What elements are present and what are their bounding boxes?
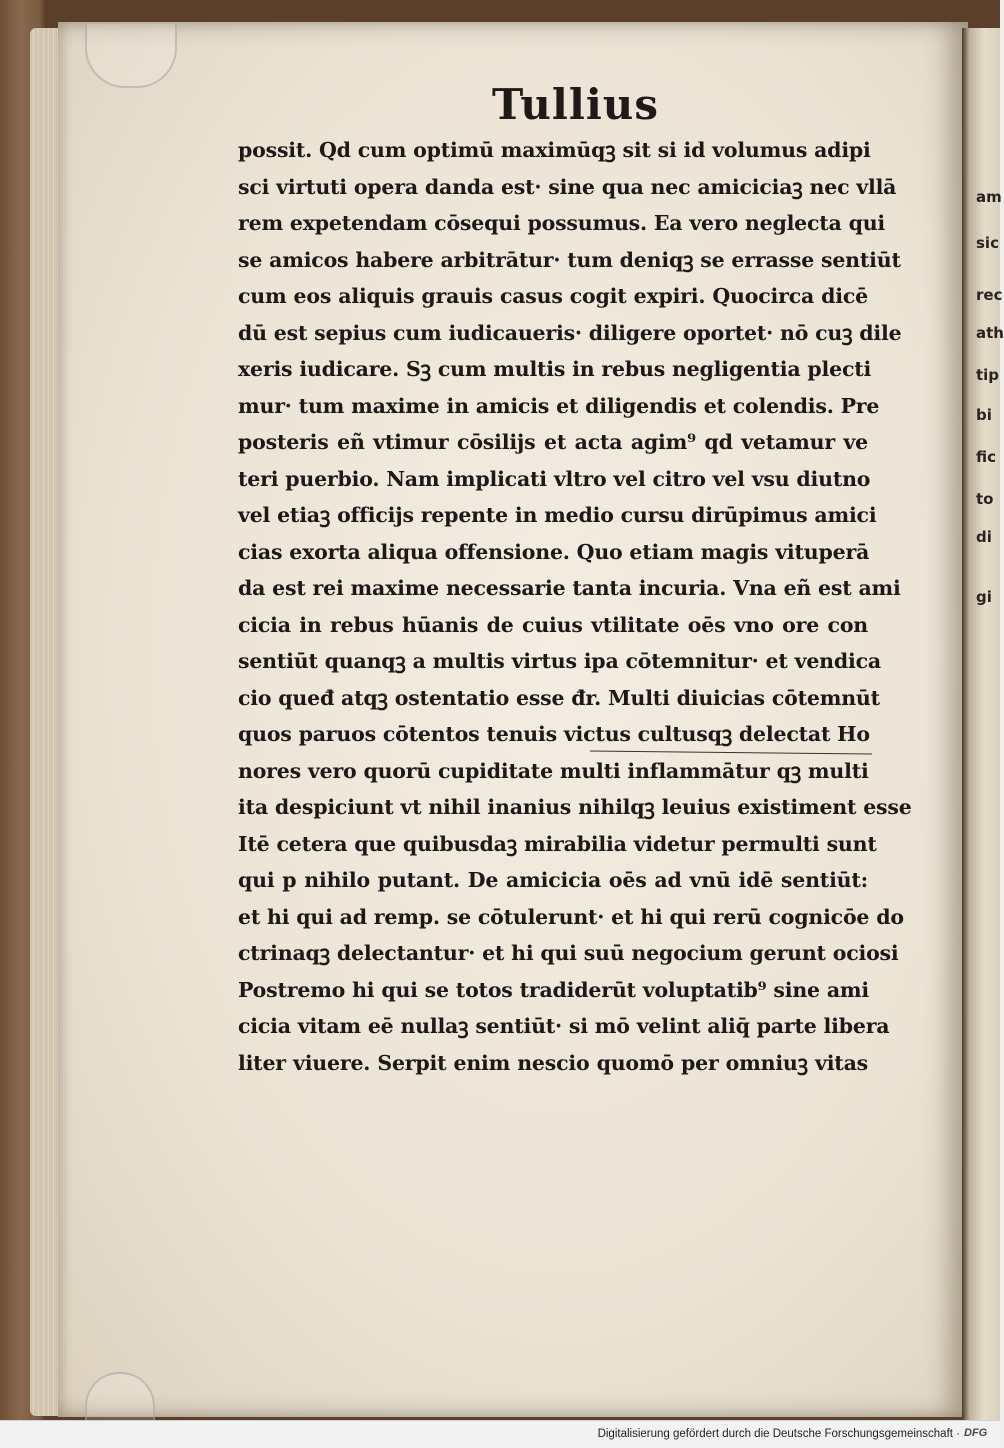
facing-page-fragment: ath xyxy=(976,324,1004,342)
facing-page-fragment: to xyxy=(976,490,994,508)
text-line: cias exorta aliqua offensione. Quo etiam magis vituperā xyxy=(238,539,870,564)
facing-page-fragment: am xyxy=(976,188,1002,206)
facing-page-fragment: di xyxy=(976,528,992,546)
facing-page-fragment: bi xyxy=(976,406,992,424)
facing-page-fragment: rec xyxy=(976,286,1003,304)
text-line: cum eos aliquis grauis casus cogit expiri. Quocirca dicē xyxy=(238,284,868,308)
text-line: Itē cetera que quibusdaꝫ mirabilia videtur permulti sunt xyxy=(238,831,877,856)
text-line: et hi qui ad remp. se cōtulerunt· et hi qui rerū cognicōe do xyxy=(238,904,904,929)
text-line: possit. Qd cum optimū maximūqꝫ sit si id volumus adipi xyxy=(238,138,871,162)
facing-page-fragment: gi xyxy=(976,588,992,606)
text-line: cicia vitam eē nullaꝫ sentiūt· si mō velint aliq̄ parte libera xyxy=(238,1014,890,1038)
funding-credit: Digitalisierung gefördert durch die Deutsche Forschungsgemeinschaft · xyxy=(597,1428,960,1440)
text-line: qui p nihilo putant. De amicicia oēs ad vnū idē sentiūt: xyxy=(238,868,868,892)
text-line: sentiūt quanqꝫ a multis virtus ipa cōtemnitur· et vendica xyxy=(238,649,881,673)
text-line: quos paruos cōtentos tenuis victus cultusqꝫ delectat Ho xyxy=(238,722,870,746)
running-header: Tullius xyxy=(492,80,659,129)
text-line: ita despiciunt vt nihil inanius nihilqꝫ leuius existiment esse xyxy=(238,795,912,819)
text-line: teri puerbio. Nam implicati vltro vel citro vel vsu diutno xyxy=(238,466,871,491)
text-line: mur· tum maxime in amicis et diligendis et colendis. Pre xyxy=(238,393,880,418)
text-line: cicia in rebus hūanis de cuius vtilitate oēs vno ore con xyxy=(238,612,868,637)
text-line: vel etiaꝫ officijs repente in medio cursu dirūpimus amici xyxy=(238,503,877,527)
text-line: da est rei maxime necessarie tanta incuria. Vna eñ est ami xyxy=(238,576,901,600)
text-line: sci virtuti opera danda est· sine qua nec amiciciaꝫ nec vllā xyxy=(238,174,897,199)
dfg-logo: DFG xyxy=(964,1427,988,1439)
facing-page-fragment: fic xyxy=(976,448,997,466)
text-line: nores vero quorū cupiditate multi inflammātur qꝫ multi xyxy=(238,758,869,783)
text-line: Postremo hi qui se totos tradiderūt voluptatib⁹ sine ami xyxy=(238,977,869,1002)
facing-page-fragment: tip xyxy=(976,366,1000,384)
text-line: se amicos habere arbitrātur· tum deniqꝫ se errasse sentiūt xyxy=(238,247,901,272)
body-text xyxy=(238,132,912,1081)
facing-page-fragment: sic xyxy=(976,234,999,252)
facing-page-edge xyxy=(962,28,1004,1420)
text-line: dū est sepius cum iudicaueris· diligere oportet· nō cuꝫ dile xyxy=(238,320,902,345)
text-line: posteris eñ vtimur cōsilijs et acta agim⁹ qd vetamur ve xyxy=(238,430,868,454)
text-line: ctrinaqꝫ delectantur· et hi qui suū negocium gerunt ociosi xyxy=(238,941,899,965)
footer-bar xyxy=(0,1420,1000,1448)
text-line: liter viuere. Serpit enim nescio quomō per omniuꝫ vitas xyxy=(238,1050,868,1075)
text-line: cio queđ atqꝫ ostentatio esse đr. Multi diuicias cōtemnūt xyxy=(238,685,880,710)
text-line: rem expetendam cōsequi possumus. Ea vero neglecta qui xyxy=(238,211,886,235)
text-line: xeris iudicare. Sꝫ cum multis in rebus negligentia plecti xyxy=(238,357,872,381)
